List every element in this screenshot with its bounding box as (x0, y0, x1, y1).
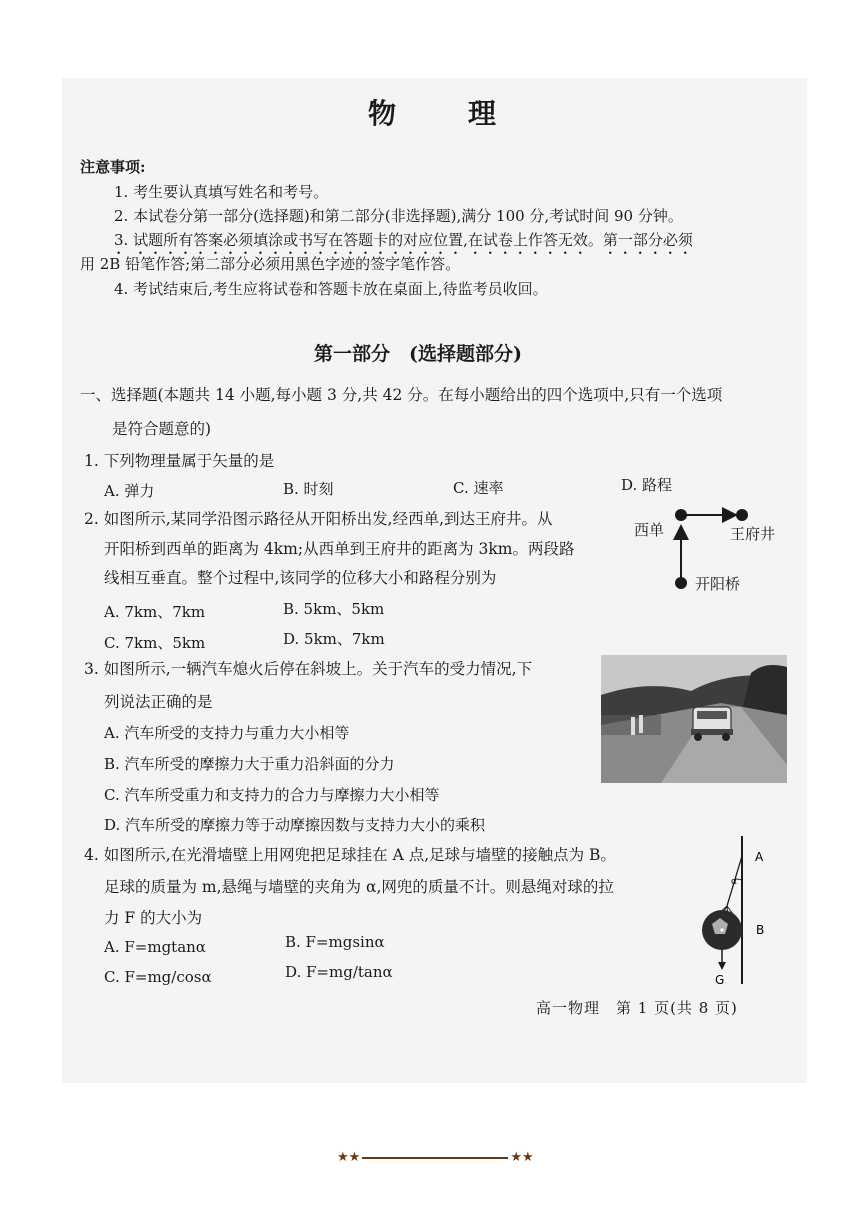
title-char-1: 物 (368, 97, 399, 130)
q4-stem-1: 4. 如图所示,在光滑墙壁上用网兜把足球挂在 A 点,足球与墙壁的接触点为 B。 (84, 846, 616, 864)
q4-option-b: B. F=mgsinα (285, 933, 385, 951)
kaiyangqiao-point (675, 577, 687, 589)
q3-option-b: B. 汽车所受的摩擦力大于重力沿斜面的分力 (104, 755, 395, 773)
section-heading: 一、选择题(本题共 14 小题,每小题 3 分,共 42 分。在每小题给出的四个选项中,只有一个选项 (80, 386, 723, 404)
page-footer: 高一物理 第 1 页(共 8 页) (536, 999, 738, 1017)
gravity-label: G (715, 973, 725, 987)
part-title: 第一部分 (选择题部分) (314, 343, 522, 365)
note-4: 4. 考试结束后,考生应将试卷和答题卡放在桌面上,待监考员收回。 (114, 280, 548, 298)
q3-option-a: A. 汽车所受的支持力与重力大小相等 (104, 724, 350, 742)
q2-stem-1: 2. 如图所示,某同学沿图示路径从开阳桥出发,经西单,到达王府井。从 (84, 510, 553, 528)
q2-option-b: B. 5km、5km (283, 600, 385, 618)
q2-option-d: D. 5km、7km (283, 630, 385, 648)
note-2: 2. 本试卷分第一部分(选择题)和第二部分(非选择题),满分 100 分,考试时间 90 分钟。 (114, 207, 683, 225)
q4-option-d: D. F=mg/tanα (285, 963, 393, 981)
star-ornament-left: ★★ (337, 1150, 361, 1165)
point-a-label: A (755, 850, 764, 864)
page-title (368, 92, 498, 132)
bottom-ornament (337, 1150, 534, 1165)
q3-option-c: C. 汽车所受重力和支持力的合力与摩擦力大小相等 (104, 786, 440, 804)
q1-option-c: C. 速率 (453, 479, 504, 497)
xidan-point (675, 509, 687, 521)
q1-stem: 1. 下列物理量属于矢量的是 (84, 452, 275, 470)
q2-stem-2: 开阳桥到西单的距离为 4km;从西单到王府井的距离为 3km。两段路 (104, 540, 575, 558)
q3-stem-1: 3. 如图所示,一辆汽车熄火后停在斜坡上。关于汽车的受力情况,下 (84, 660, 533, 678)
title-char-2: 理 (468, 97, 499, 130)
q3-stem-2: 列说法正确的是 (104, 693, 213, 711)
q4-stem-3: 力 F 的大小为 (104, 909, 203, 927)
note-3-cont: 用 2B 铅笔作答;第二部分必须用黑色字迹的签字笔作答。 (80, 255, 461, 273)
q4-option-c: C. F=mg/cosα (104, 968, 212, 986)
q1-option-b: B. 时刻 (283, 480, 334, 498)
note-1: 1. 考生要认真填写姓名和考号。 (114, 183, 329, 201)
q2-option-c: C. 7km、5km (104, 634, 206, 652)
wangfujing-label: 王府井 (730, 525, 776, 543)
xidan-label: 西单 (634, 521, 665, 539)
q4-option-a: A. F=mgtanα (104, 938, 206, 956)
notes-title: 注意事项: (80, 158, 146, 176)
q2-stem-3: 线相互垂直。整个过程中,该同学的位移大小和路程分别为 (104, 569, 497, 587)
q2-option-a: A. 7km、7km (104, 603, 206, 621)
note-3: 3. 试题所有答案必须填涂或书写在答题卡的对应位置,在试卷上作答无效。第一部分必须 (114, 231, 693, 249)
ball-center (720, 928, 723, 931)
q1-option-a: A. 弹力 (104, 482, 155, 500)
q3-option-d: D. 汽车所受的摩擦力等于动摩擦因数与支持力大小的乘积 (104, 816, 486, 834)
angle-alpha-label: α (731, 877, 737, 887)
star-ornament-right: ★★ (510, 1150, 534, 1165)
football-wall-diagram (690, 834, 785, 988)
point-b-label: B (756, 923, 765, 937)
q4-stem-2: 足球的质量为 m,悬绳与墙壁的夹角为 α,网兜的质量不计。则悬绳对球的拉 (104, 878, 614, 896)
wangfujing-point (736, 509, 748, 521)
section-heading-cont: 是符合题意的) (112, 420, 212, 438)
kaiyangqiao-label: 开阳桥 (695, 575, 741, 593)
car-on-slope-photo (601, 655, 787, 783)
q1-option-d: D. 路程 (621, 476, 673, 494)
